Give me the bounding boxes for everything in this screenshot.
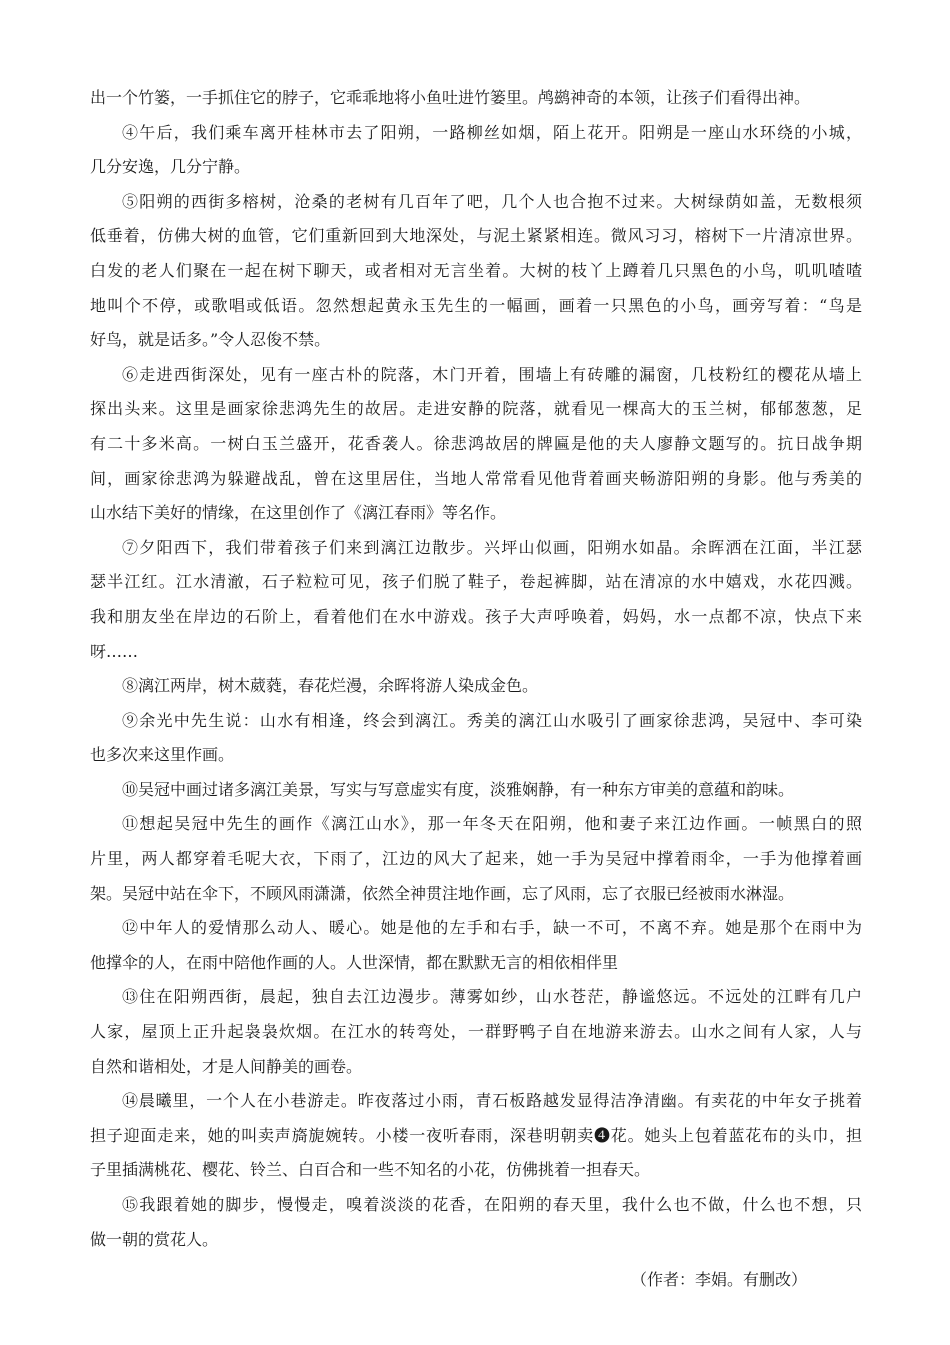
text-line: ⑭晨曦里，一个人在小巷游走。昨夜落过小雨，青石板路越发显得洁净清幽。有卖花的中年女子挑着 bbox=[122, 1091, 862, 1111]
paragraph-p7 bbox=[90, 531, 862, 669]
paragraph-p12 bbox=[90, 911, 862, 980]
text-line: 做一朝的赏花人。 bbox=[90, 1229, 219, 1249]
paragraph-p11 bbox=[90, 807, 862, 911]
paragraph-p14 bbox=[90, 1084, 862, 1188]
text-line: 山水结下美好的情缘，在这里创作了《漓江春雨》等名作。 bbox=[90, 503, 507, 523]
text-line: ⑥走进西街深处，见有一座古朴的院落，木门开着，围墙上有砖雕的漏窗，几枝粉红的樱花从墙上 bbox=[122, 364, 862, 384]
text-line: 出一个竹篓，一手抓住它的脖子，它乖乖地将小鱼吐进竹篓里。鸬鹚神奇的本领，让孩子们看得出神。 bbox=[90, 88, 811, 107]
text-line: ⑬住在阳朔西街，晨起，独自去江边漫步。薄雾如纱，山水苍茫，静谧悠远。不远处的江畔有几户 bbox=[122, 987, 862, 1007]
text-line: 好鸟，就是话多。”令人忍俊不禁。 bbox=[90, 330, 331, 350]
paragraph-p10 bbox=[90, 773, 862, 808]
text-line: 地叫个不停，或歌唱或低语。忽然想起黄永玉先生的一幅画，画着一只黑色的小鸟，画旁写着：“鸟是 bbox=[90, 295, 862, 315]
text-line: 呀…… bbox=[90, 641, 139, 661]
text-line: ⑫中年人的爱情那么动人、暖心。她是他的左手和右手，缺一不可，不离不弃。她是那个在雨中为 bbox=[122, 918, 862, 938]
text-line: 片里，两人都穿着毛呢大衣，下雨了，江边的风大了起来，她一手为吴冠中撑着雨伞，一手为他撑着画 bbox=[90, 849, 862, 869]
paragraph-p6 bbox=[90, 358, 862, 531]
text-line: ⑦夕阳西下，我们带着孩子们来到漓江边散步。兴坪山似画，阳朔水如晶。余晖洒在江面，半江瑟 bbox=[122, 537, 862, 557]
text-line: 担子迎面走来，她的叫卖声旖旎婉转。小楼一夜听春雨，深巷明朝卖❹花。她头上包着蓝花布的头巾，担 bbox=[90, 1125, 862, 1145]
text-line: 探出头来。这里是画家徐悲鸿先生的故居。走进安静的院落，就看见一棵高大的玉兰树，郁郁葱葱，足 bbox=[90, 399, 862, 419]
paragraph-p13 bbox=[90, 980, 862, 1084]
paragraph-p15 bbox=[90, 1188, 862, 1257]
paragraph-p4 bbox=[90, 116, 862, 185]
text-line: 瑟半江红。江水清澈，石子粒粒可见，孩子们脱了鞋子，卷起裤脚，站在清凉的水中嬉戏，水花四溅。 bbox=[90, 572, 862, 592]
text-line: 白发的老人们聚在一起在树下聊天，或者相对无言坐着。大树的枝丫上蹲着几只黑色的小鸟，叽叽喳喳 bbox=[90, 260, 862, 280]
text-line: ⑮我跟着她的脚步，慢慢走，嗅着淡淡的花香，在阳朔的春天里，我什么也不做，什么也不想，只 bbox=[122, 1195, 862, 1214]
paragraph-p8 bbox=[90, 669, 862, 704]
text-line: 子里插满桃花、樱花、铃兰、白百合和一些不知名的小花，仿佛挑着一担春天。 bbox=[90, 1160, 651, 1180]
text-line: ⑤阳朔的西街多榕树，沧桑的老树有几百年了吧，几个人也合抱不过来。大树绿荫如盖，无数根须 bbox=[122, 191, 862, 211]
text-line: 几分安逸，几分宁静。 bbox=[90, 157, 251, 177]
article-body bbox=[90, 81, 862, 1298]
text-line: ④午后，我们乘车离开桂林市去了阳朔，一路柳丝如烟，陌上花开。阳朔是一座山水环绕的小城， bbox=[122, 122, 862, 142]
text-line: 有二十多米高。一树白玉兰盛开，花香袭人。徐悲鸿故居的牌匾是他的夫人廖静文题写的。抗日战争期 bbox=[90, 433, 862, 453]
text-line: 他撑伞的人，在雨中陪他作画的人。人世深情，都在默默无言的相依相伴里 bbox=[90, 952, 619, 972]
text-line: ⑨余光中先生说：山水有相逢，终会到漓江。秀美的漓江山水吸引了画家徐悲鸿，吴冠中、李可染 bbox=[122, 710, 862, 730]
paragraph-p9 bbox=[90, 704, 862, 773]
paragraph-p5 bbox=[90, 185, 862, 358]
text-line: 自然和谐相处，才是人间静美的画卷。 bbox=[90, 1056, 363, 1076]
author-credit: （作者：李娟。有删改） bbox=[630, 1270, 807, 1290]
text-line: ⑪想起吴冠中先生的画作《漓江山水》，那一年冬天在阳朔，他和妻子来江边作画。一帧黑白的照 bbox=[122, 814, 862, 834]
paragraph-p3-cont bbox=[90, 81, 862, 116]
text-line: 间，画家徐悲鸿为躲避战乱，曾在这里居住，当地人常常看见他背着画夹畅游阳朔的身影。他与秀美的 bbox=[90, 468, 862, 488]
text-line: ⑩吴冠中画过诸多漓江美景，写实与写意虚实有度，淡雅娴静，有一种东方审美的意蕴和韵味。 bbox=[122, 779, 795, 799]
text-line: 低垂着，仿佛大树的血管，它们重新回到大地深处，与泥土紧紧相连。微风习习，榕树下一片清凉世界。 bbox=[90, 226, 862, 246]
text-line: 我和朋友坐在岸边的石阶上，看着他们在水中游戏。孩子大声呼唤着，妈妈，水一点都不凉，快点下来 bbox=[90, 606, 862, 626]
text-line: 架。吴冠中站在伞下，不顾风雨潇潇，依然全神贯注地作画，忘了风雨，忘了衣服已经被雨水淋湿。 bbox=[90, 883, 795, 903]
text-line: ⑧漓江两岸，树木葳蕤，春花烂漫，余晖将游人染成金色。 bbox=[122, 676, 539, 696]
text-line: 也多次来这里作画。 bbox=[90, 745, 235, 765]
text-line: 人家，屋顶上正升起袅袅炊烟。在江水的转弯处，一群野鸭子自在地游来游去。山水之间有人家，人与 bbox=[90, 1022, 862, 1042]
